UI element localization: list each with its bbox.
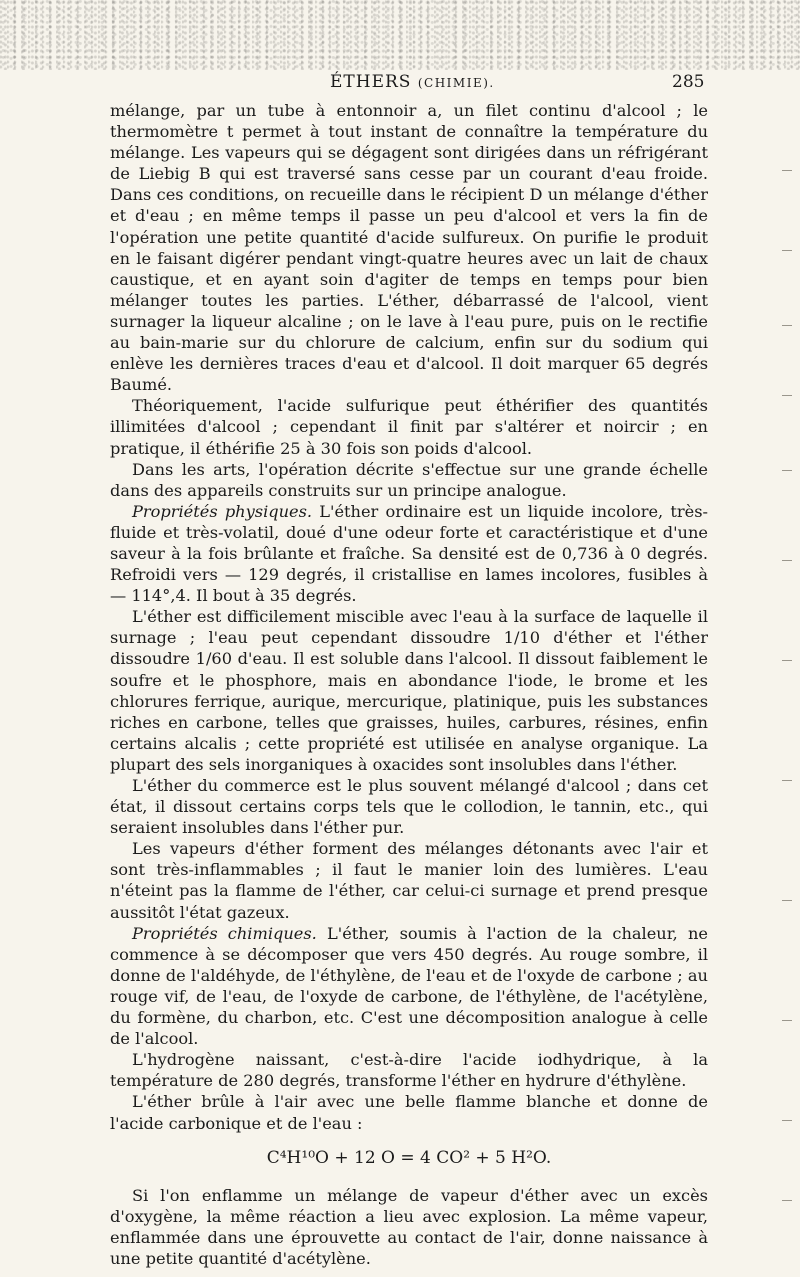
running-title-main: ÉTHERS (330, 72, 412, 92)
section-heading-physical: Propriétés physiques. (132, 501, 313, 521)
page-number: 285 (672, 72, 705, 92)
combustion-equation: C⁴H¹⁰O + 12 O = 4 CO² + 5 H²O. (266, 1147, 552, 1168)
page-header (0, 72, 800, 96)
paragraph-5: L'éther du commerce est le plus souvent mélangé d'alcool ; dans cet état, il dissout certains corps tels que le collodion, le tannin, etc., qui seraient insolubles dans l'éther pur. (110, 776, 708, 838)
running-title-subject: (CHIMIE). (417, 76, 495, 90)
paragraph-4: L'éther est difficilement miscible avec l'eau à la surface de laquelle il surnage ; l'eau peut cependant dissoudre 1/10 d'éther et l'éther dissoudre 1/60 d'eau. Il est soluble dans l'alcool. Il dissout faiblement le soufre et le phosphore, mais en abondance l'iode, le brome et les chlorures ferrique, aurique, mercurique, platinique, puis les substances riches en carbone, telles que graisses, huiles, carbures, résines, enfin certains alcalis ; cette propriété est utilisée en analyse organique. La plupart des sels inorganiques à oxacides sont insolubles dans l'éther. (110, 607, 708, 774)
paragraph-3: Dans les arts, l'opération décrite s'effectue sur une grande échelle dans des appareils construits sur un principe analogue. (110, 459, 708, 500)
paragraph-chemical (110, 923, 708, 1050)
scan-noise (0, 0, 800, 70)
paragraph-7: L'hydrogène naissant, c'est-à-dire l'acide iodhydrique, à la température de 280 degrés, transforme l'éther en hydrure d'éthylène. (110, 1050, 708, 1091)
section-heading-chemical: Propriétés chimiques. (132, 923, 317, 943)
paragraph-8: L'éther brûle à l'air avec une belle flamme blanche et donne de l'acide carbonique et de l'eau : (110, 1092, 708, 1133)
paragraph-6: Les vapeurs d'éther forment des mélanges détonants avec l'air et sont très-inflammables ; il faut le manier loin des lumières. L'eau n'éteint pas la flamme de l'éther, car celui-ci surnage et prend presque aussitôt l'état gazeux. (110, 839, 708, 922)
margin-marks (762, 140, 792, 1240)
paragraph-9: Si l'on enflamme un mélange de vapeur d'éther avec un excès d'oxygène, la même réaction a lieu avec explosion. La même vapeur, enflammée dans une éprouvette au contact de l'air, donne naissance à une petite quantité d'acétylène. (110, 1185, 708, 1268)
page-body (110, 100, 708, 1269)
physical-text: L'éther ordinaire est un liquide incolore, très-fluide et très-volatil, doué d'une odeur forte et caractéristique et d'une saveur à la fois brûlante et fraîche. Sa densité est de 0,736 à 0 degrés. Refroidi vers — 129 degrés, il cristallise en lames incolores, fusibles à — 114°,4. Il bout à 35 degrés. (110, 501, 708, 606)
chemical-text: L'éther, soumis à l'action de la chaleur, ne commence à se décomposer que vers 450 degrés. Au rouge sombre, il donne de l'aldéhyde, de l'éthylène, de l'eau et de l'oxyde de carbone ; au rouge vif, de l'eau, de l'oxyde de carbone, de l'éthylène, de l'acétylène, du formène, du charbon, etc. C'est une décomposition analogue à celle de l'alcool. (110, 923, 708, 1049)
paragraph-1: mélange, par un tube à entonnoir a, un filet continu d'alcool ; le thermomètre t permet à tout instant de connaître la température du mélange. Les vapeurs qui se dégagent sont dirigées dans un réfrigérant de Liebig B qui est traversé sans cesse par un courant d'eau froide. Dans ces conditions, on recueille dans le récipient D un mélange d'éther et d'eau ; en même temps il passe un peu d'alcool et vers la fin de l'opération une petite quantité d'acide sulfureux. On purifie le produit en le faisant digérer pendant vingt-quatre heures avec un lait de chaux caustique, et en ayant soin d'agiter de temps en temps pour bien mélanger toutes les parties. L'éther, débarrassé de l'alcool, vient surnager la liqueur alcaline ; on le lave à l'eau pure, puis on le rectifie au bain-marie sur du chlorure de calcium, enfin sur du sodium qui enlève les dernières traces d'eau et d'alcool. Il doit marquer 65 degrés Baumé. (110, 101, 708, 395)
paragraph-physical (110, 501, 708, 606)
running-title (330, 72, 495, 92)
paragraph-2: Théoriquement, l'acide sulfurique peut éthérifier des quantités illimitées d'alcool ; cependant il finit par s'altérer et noircir ; en pratique, il éthérifie 25 à 30 fois son poids d'alcool. (110, 396, 708, 458)
